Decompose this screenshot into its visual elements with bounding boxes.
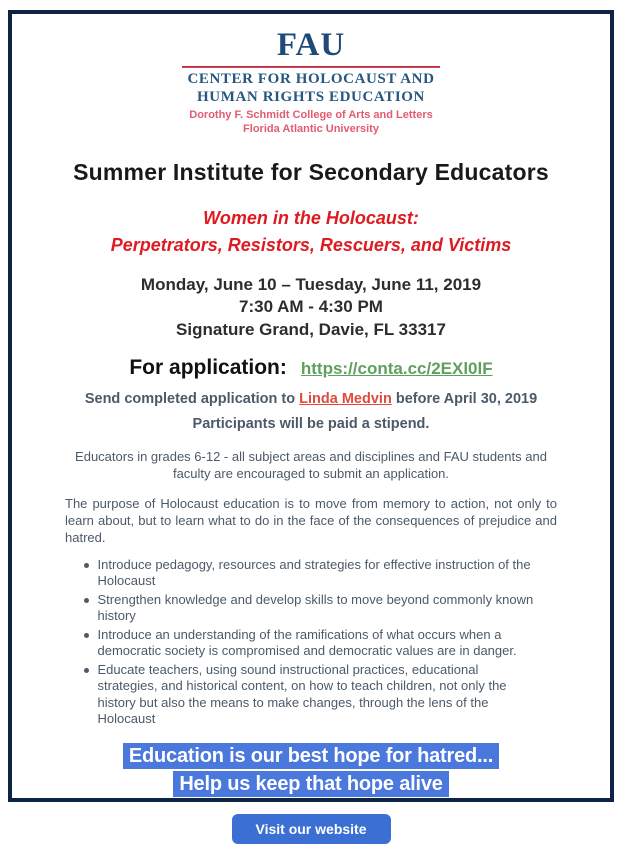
logo-college: Dorothy F. Schmidt College of Arts and Letters (189, 109, 433, 122)
fau-logo (12, 29, 610, 137)
logo-center-line1: CENTER FOR HOLOCAUST AND (187, 71, 435, 87)
hope-banner (12, 742, 610, 799)
logo-university: Florida Atlantic University (243, 123, 379, 136)
page-title: Summer Institute for Secondary Educators (73, 158, 549, 185)
hope-banner-line1: Education is our best hope for hatred... (123, 743, 499, 769)
event-details (12, 274, 610, 341)
event-dates: Monday, June 10 – Tuesday, June 11, 2019 (140, 274, 482, 294)
flyer-page (8, 10, 614, 838)
application-label: For application: (129, 356, 287, 380)
subtitle-line1: Women in the Holocaust: (203, 207, 419, 228)
logo-divider (182, 66, 440, 68)
list-item-text: Strengthen knowledge and develop skills to move beyond commonly known history (97, 591, 534, 624)
purpose-paragraph: The purpose of Holocaust education is to move from memory to action, not only to learn about, but to learn what to do in the face of the consequences of prejudice and hatred. (65, 495, 557, 545)
goals-list (84, 557, 539, 728)
visit-website-button[interactable]: Visit our website (232, 814, 391, 844)
bullet-icon (84, 563, 89, 568)
send-suffix: before April 30, 2019 (395, 391, 538, 408)
application-link[interactable]: https://conta.cc/2EXl0lF (300, 359, 493, 379)
fau-logo-text: FAU (276, 27, 346, 63)
hope-banner-line2: Help us keep that hope alive (173, 771, 448, 797)
list-item (84, 557, 539, 590)
list-item (84, 627, 539, 660)
list-item-text: Introduce an understanding of the ramifications of what occurs when a democratic society is compromised and democratic values are in danger. (97, 626, 517, 659)
list-item-text: Educate teachers, using sound instructional practices, educational strategies, and historical content, on how to teach children, not only the history but also the means to make changes, through the lens of the Holocaust (97, 661, 507, 727)
application-row (12, 356, 610, 380)
stipend-note: Participants will be paid a stipend. (192, 416, 430, 433)
subtitle-line2: Perpetrators, Resistors, Rescuers, and Victims (110, 234, 512, 255)
event-subtitle (12, 205, 610, 259)
bullet-icon (84, 668, 89, 673)
logo-center-line2: HUMAN RIGHTS EDUCATION (197, 88, 425, 105)
eligibility-paragraph: Educators in grades 6-12 - all subject areas and disciplines and FAU students and faculty are encouraged to submit an application. (75, 449, 547, 482)
list-item (84, 592, 539, 625)
send-prefix: Send completed application to (84, 391, 296, 408)
list-item (84, 662, 539, 728)
bullet-icon (84, 633, 89, 638)
list-item-text: Introduce pedagogy, resources and strategies for effective instruction of the Holocaust (97, 556, 531, 589)
event-location: Signature Grand, Davie, FL 33317 (176, 319, 446, 339)
event-time: 7:30 AM - 4:30 PM (239, 297, 383, 317)
contact-link[interactable]: Linda Medvin (299, 391, 392, 408)
send-application-line (12, 391, 610, 407)
bullet-icon (84, 598, 89, 603)
